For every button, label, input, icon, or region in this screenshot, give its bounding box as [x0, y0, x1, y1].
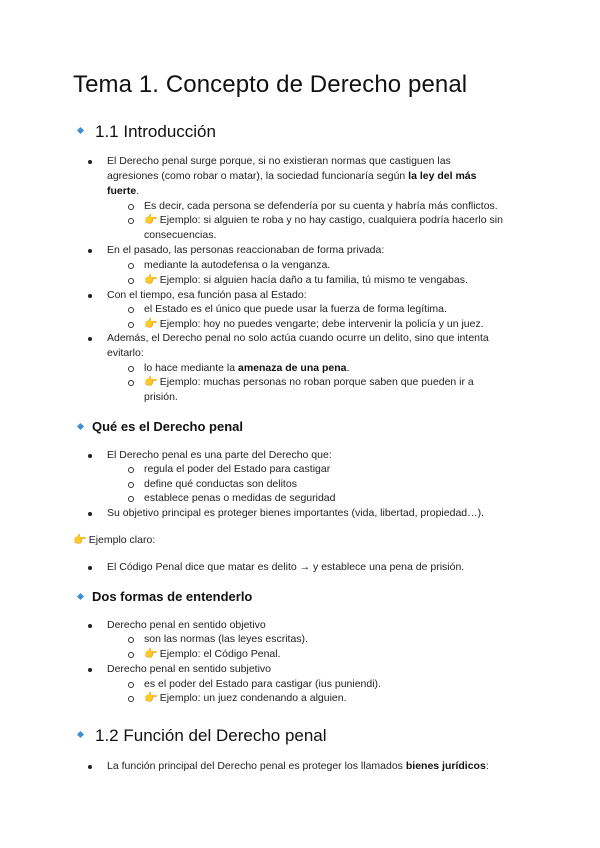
section-heading-text: Dos formas de entenderlo — [92, 589, 253, 604]
document-title: Tema 1. Concepto de Derecho penal — [73, 71, 468, 98]
bold-text: amenaza de una pena — [237, 362, 347, 374]
section-heading-introduccion — [78, 122, 216, 142]
section-heading-dos-formas — [78, 589, 252, 604]
pointing-hand-icon: 👉 — [144, 692, 158, 704]
section-heading-text: Qué es el Derecho penal — [92, 419, 244, 434]
blue-diamond-icon — [77, 593, 84, 600]
section-heading-text: 1.1 Introducción — [95, 122, 216, 141]
pointing-hand-icon: 👉 — [144, 376, 158, 388]
pointing-hand-icon: 👉 — [73, 534, 87, 546]
bold-text: fuerte — [107, 185, 137, 197]
blue-diamond-icon — [77, 423, 84, 430]
blue-diamond-icon — [77, 731, 84, 738]
pointing-hand-icon: 👉 — [144, 318, 158, 330]
pointing-hand-icon: 👉 — [144, 648, 158, 660]
section-heading-text: 1.2 Función del Derecho penal — [95, 726, 327, 745]
bold-text: la ley del más — [408, 170, 477, 182]
section-heading-funcion — [78, 726, 327, 746]
bold-text: bienes jurídicos — [405, 760, 486, 772]
section-heading-que-es — [78, 419, 243, 434]
pointing-hand-icon: 👉 — [144, 274, 158, 286]
document-page: Tema 1. Concepto de Derecho penal 1.1 Introducción El Derecho penal surge porque, si no existieran normas que castiguen las agresiones (como robar o matar), la sociedad funcionaría según la ley del más fuerte. Es decir, cada persona se defendería por su cuenta y habría más conflictos. 👉 Ejemplo: si alguien te roba y no hay castigo, cualquiera podría hacerlo sin consecuencias. En el pasado, las personas reaccionaban de forma privada: mediante la autodefensa o la venganza. 👉 Ejemplo: si alguien hacía daño a tu familia, tú mismo te vengabas. Con el tiempo, esa función pasa al Estado: el Estado es el único que puede usar la fuerza de forma legítima. 👉 Ejemplo: hoy no puedes vengarte; debe intervenir la policía y un juez. Además, el Derecho penal no solo actúa cuando ocurre un delito, sino que intenta evitarlo: lo hace mediante la amenaza de una pena. 👉 Ejemplo: muchas personas no roban porque saben que pueden ir a prisión. Qué es el Derecho penal El Derecho penal es una parte del Derecho que: regula el poder del Estado para castigar define qué conductas son delitos establece penas o medidas de seguridad Su objetivo principal es proteger bienes importantes (vida, libertad, propiedad…). 👉 Ejemplo claro: El Código Penal dice que matar es delito → y establece una pena de prisión. Dos formas de entenderlo Derecho penal en sentido objetivo son las normas (las leyes escritas). 👉 Ejemplo: el Código Penal. Derecho penal en sentido subjetivo es el poder del Estado para castigar (ius puniendi). 👉 Ejemplo: un juez condenando a alguien. 1.2 Función del Derecho penal La función principal del Derecho penal es proteger los llamados bienes jurídicos: — [73, 71, 503, 772]
blue-diamond-icon — [77, 127, 84, 134]
example-label: 👉 Ejemplo claro: — [73, 534, 156, 546]
pointing-hand-icon: 👉 — [144, 214, 158, 226]
